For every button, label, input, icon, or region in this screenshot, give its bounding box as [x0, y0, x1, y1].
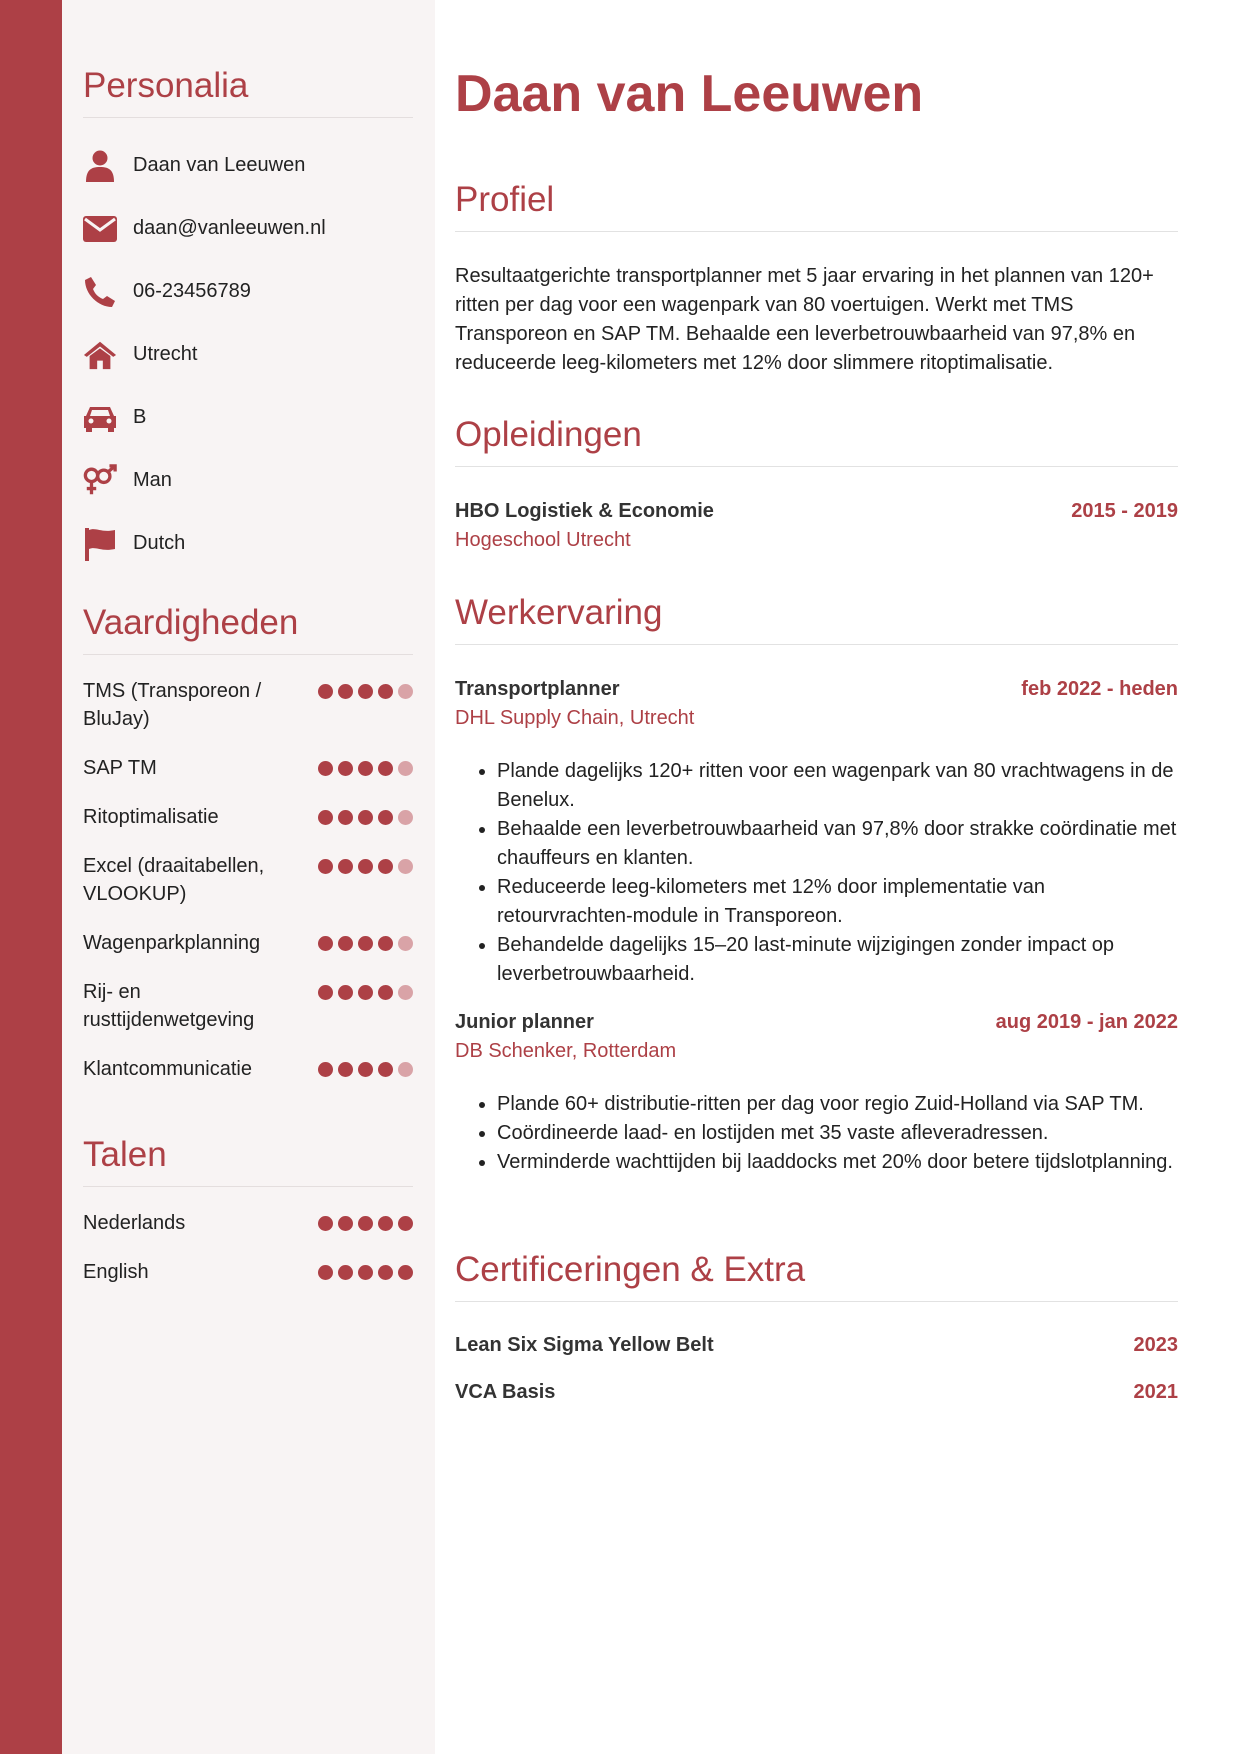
divider: [455, 231, 1178, 232]
rating-dot-filled: [378, 810, 393, 825]
rating-dot-filled: [338, 761, 353, 776]
skills-section: [83, 605, 413, 1104]
skill-item: [83, 852, 413, 908]
rating-dot-filled: [378, 985, 393, 1000]
personalia-item-gender: [83, 449, 413, 512]
rating-dot-filled: [318, 1062, 333, 1077]
rating-dot-filled: [378, 684, 393, 699]
rating-dot-filled: [378, 1216, 393, 1231]
job-bullets: [455, 757, 1178, 989]
rating-dot-filled: [318, 1216, 333, 1231]
rating-dot-filled: [378, 936, 393, 951]
car-icon: [83, 401, 117, 435]
certifications-section: [455, 1252, 1178, 1404]
languages-title: Talen: [83, 1135, 167, 1174]
list-item: • Coördineerde laad- en lostijden met 35 vaste afleveradressen.: [497, 1119, 1178, 1148]
rating-dot-empty: [398, 684, 413, 699]
skill-item: [83, 803, 413, 831]
rating-dot-filled: [358, 859, 373, 874]
rating-dot-filled: [358, 1216, 373, 1231]
certification-item: [455, 1381, 1178, 1404]
personalia-section: [83, 68, 413, 575]
rating-dot-filled: [358, 761, 373, 776]
language-item-label: English: [83, 1261, 149, 1283]
skill-item: [83, 1055, 413, 1083]
education-date: 2015 - 2019: [1071, 500, 1178, 522]
languages-list: [83, 1209, 413, 1286]
skill-item-label: SAP TM: [83, 757, 157, 779]
profile-text: Resultaatgerichte transportplanner met 5 jaar ervaring in het plannen van 120+ ritten per dag voor een wagenpark van 80 voertuigen. Werkt met TMS Transporeon en SAP TM. Behaalde een leverbetrouwbaarheid van 97,8% en reduceerde leeg-kilometers met 12% door slimmere ritoptimalisatie.: [455, 265, 1154, 374]
personalia-item-nationality: [83, 512, 413, 575]
rating-dots: [318, 677, 413, 699]
rating-dot-filled: [318, 684, 333, 699]
skill-item: [83, 754, 413, 782]
list-item: • Plande 60+ distributie-ritten per dag voor regio Zuid-Holland via SAP TM.: [497, 1090, 1178, 1119]
rating-dot-filled: [338, 684, 353, 699]
experience-section: [455, 595, 1178, 1177]
divider: [83, 117, 413, 118]
languages-section: [83, 1137, 413, 1307]
rating-dot-empty: [398, 859, 413, 874]
rating-dots: [318, 803, 413, 825]
rating-dots: [318, 978, 413, 1000]
education-degree: HBO Logistiek & Economie: [455, 500, 714, 522]
rating-dot-empty: [398, 985, 413, 1000]
education-school: Hogeschool Utrecht: [455, 529, 631, 551]
language-item: [83, 1209, 413, 1237]
list-item: • Behaalde een leverbetrouwbaarheid van 97,8% door strakke coördinatie met chauffeurs en klanten.: [497, 815, 1178, 873]
skill-item: [83, 929, 413, 957]
skill-item-label: Wagenparkplanning: [83, 932, 261, 954]
personalia-nationality: Dutch: [133, 532, 186, 554]
list-item: • Behandelde dagelijks 15–20 last-minute wijzigingen zonder impact op leverbetrouwbaarheid.: [497, 931, 1178, 989]
divider: [455, 466, 1178, 467]
sidebar: [62, 0, 435, 1754]
education-title: Opleidingen: [455, 415, 642, 454]
skill-item-label: Excel (draaitabellen, VLOOKUP): [83, 855, 265, 905]
certification-date: 2023: [1133, 1334, 1178, 1356]
language-item: [83, 1258, 413, 1286]
user-icon: [83, 149, 117, 183]
skills-list: [83, 677, 413, 1083]
rating-dot-empty: [398, 936, 413, 951]
experience-title: Werkervaring: [455, 593, 663, 632]
education-entry: [455, 500, 1178, 552]
rating-dot-filled: [318, 810, 333, 825]
profile-title: Profiel: [455, 180, 555, 219]
main-content: [435, 0, 1241, 1754]
certification-date: 2021: [1133, 1381, 1178, 1403]
skill-item-label: Ritoptimalisatie: [83, 806, 219, 828]
job-company: DHL Supply Chain, Utrecht: [455, 707, 695, 729]
skill-item-label: TMS (Transporeon / BluJay): [83, 680, 262, 730]
rating-dot-filled: [358, 985, 373, 1000]
experience-entry: [455, 1011, 1178, 1177]
job-company: DB Schenker, Rotterdam: [455, 1040, 677, 1062]
rating-dot-filled: [338, 936, 353, 951]
rating-dots: [318, 1209, 413, 1231]
experience-entry: [455, 678, 1178, 989]
home-icon: [83, 338, 117, 372]
rating-dot-filled: [358, 684, 373, 699]
skills-title: Vaardigheden: [83, 603, 299, 642]
list-item: • Reduceerde leeg-kilometers met 12% door implementatie van retourvrachten-module in Transporeon.: [497, 873, 1178, 931]
personalia-item-city: [83, 323, 413, 386]
accent-bar: [0, 0, 62, 1754]
personalia-email: daan@vanleeuwen.nl: [133, 217, 326, 239]
rating-dot-filled: [378, 859, 393, 874]
education-section: [455, 417, 1178, 552]
personalia-name: Daan van Leeuwen: [133, 154, 306, 176]
personalia-city: Utrecht: [133, 343, 198, 365]
rating-dot-filled: [318, 859, 333, 874]
flag-icon: [83, 527, 117, 561]
rating-dots: [318, 852, 413, 874]
rating-dot-filled: [358, 936, 373, 951]
rating-dot-filled: [358, 1265, 373, 1280]
rating-dot-filled: [378, 761, 393, 776]
rating-dots: [318, 754, 413, 776]
rating-dot-filled: [338, 985, 353, 1000]
rating-dot-empty: [398, 761, 413, 776]
divider: [455, 644, 1178, 645]
rating-dot-empty: [398, 810, 413, 825]
rating-dot-filled: [318, 936, 333, 951]
skill-item-label: Rij- en rusttijdenwetgeving: [83, 981, 255, 1031]
certifications-title: Certificeringen & Extra: [455, 1250, 806, 1289]
page-title: Daan van Leeuwen: [455, 65, 924, 123]
divider: [83, 654, 413, 655]
personalia-phone: 06-23456789: [133, 280, 251, 302]
skill-item: [83, 677, 413, 733]
rating-dot-empty: [398, 1062, 413, 1077]
profile-section: [455, 182, 1178, 378]
rating-dots: [318, 1055, 413, 1077]
personalia-item-license: [83, 386, 413, 449]
skill-item: [83, 978, 413, 1034]
personalia-license: B: [133, 406, 147, 428]
job-date: aug 2019 - jan 2022: [995, 1011, 1178, 1033]
job-date: feb 2022 - heden: [1021, 678, 1178, 700]
phone-icon: [83, 275, 117, 309]
rating-dot-filled: [318, 1265, 333, 1280]
divider: [83, 1186, 413, 1187]
rating-dots: [318, 929, 413, 951]
personalia-item-email: [83, 197, 413, 260]
rating-dot-filled: [398, 1216, 413, 1231]
language-item-label: Nederlands: [83, 1212, 186, 1234]
personalia-title: Personalia: [83, 66, 249, 105]
personalia-item-phone: [83, 260, 413, 323]
rating-dot-filled: [398, 1265, 413, 1280]
rating-dot-filled: [338, 1216, 353, 1231]
rating-dot-filled: [338, 1265, 353, 1280]
rating-dot-filled: [378, 1265, 393, 1280]
rating-dot-filled: [378, 1062, 393, 1077]
job-title: Junior planner: [455, 1011, 594, 1033]
certification-title: Lean Six Sigma Yellow Belt: [455, 1334, 714, 1356]
rating-dot-filled: [358, 810, 373, 825]
personalia-item-name: [83, 134, 413, 197]
divider: [455, 1301, 1178, 1302]
job-bullets: [455, 1090, 1178, 1177]
rating-dot-filled: [338, 810, 353, 825]
certification-title: VCA Basis: [455, 1381, 556, 1403]
rating-dot-filled: [358, 1062, 373, 1077]
rating-dot-filled: [338, 859, 353, 874]
skill-item-label: Klantcommunicatie: [83, 1058, 252, 1080]
rating-dot-filled: [338, 1062, 353, 1077]
rating-dot-filled: [318, 985, 333, 1000]
personalia-gender: Man: [133, 469, 172, 491]
gender-icon: [83, 464, 117, 498]
list-item: • Plande dagelijks 120+ ritten voor een wagenpark van 80 vrachtwagens in de Benelux.: [497, 757, 1178, 815]
envelope-icon: [83, 212, 117, 246]
list-item: • Verminderde wachttijden bij laaddocks met 20% door betere tijdslotplanning.: [497, 1148, 1178, 1177]
rating-dot-filled: [318, 761, 333, 776]
certification-item: [455, 1334, 1178, 1357]
job-title: Transportplanner: [455, 678, 620, 700]
rating-dots: [318, 1258, 413, 1280]
